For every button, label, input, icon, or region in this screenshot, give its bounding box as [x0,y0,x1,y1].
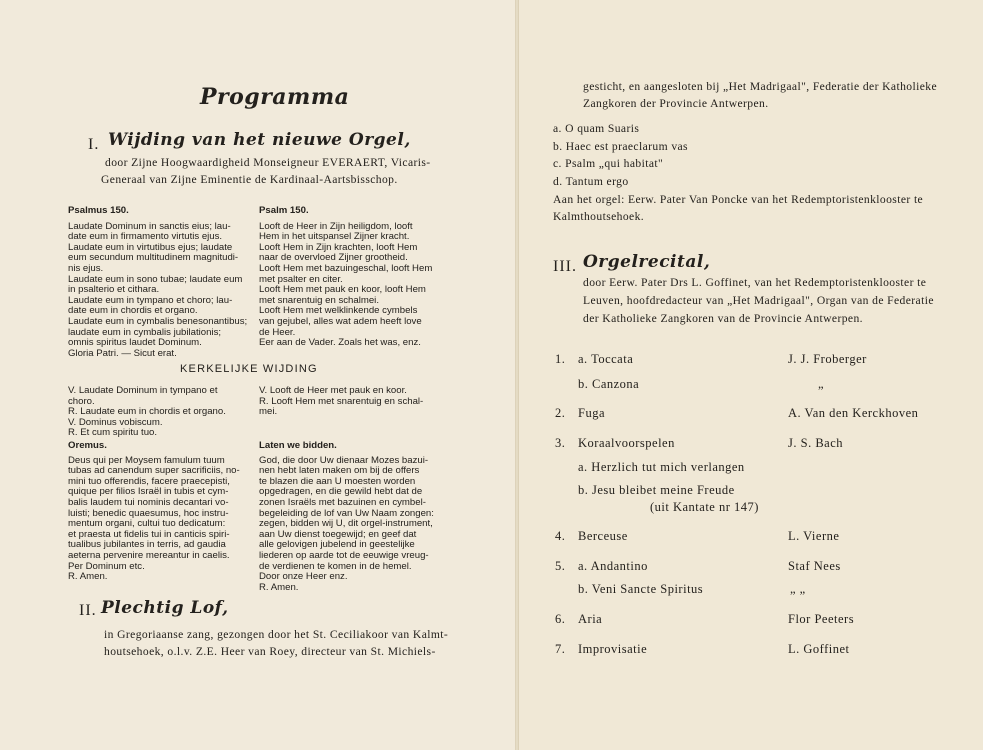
section-1-byline [101,154,485,188]
oremus-title: Oremus. [68,440,107,451]
psalm-latin-line: Gloria Patri. — Sicut erat. [68,347,177,359]
laten-title: Laten we bidden. [259,440,337,451]
byline-line: door Eerw. Pater Drs L. Goffinet, van het Redemptoristenklooster te [583,276,927,289]
section-3-byline [583,274,934,328]
program-piece: Koraalvoorspelen [578,436,675,450]
laten-line: zegen, bidden wij U, dit orgel-instrument, [259,518,433,530]
laten-line: aan Uw dienst toegewijd; en geef dat [259,528,417,540]
psalm-dutch-line: met psalter en citer. [259,273,343,285]
psalm-dutch-line: Looft Hem met welklinkende cymbels [259,305,418,317]
psalm-latin-title: Psalmus 150. [68,205,129,216]
text-line: in Gregoriaanse zang, gezongen door het St. Ceciliakoor van Kalmt- [104,628,449,641]
lof-item: b. Haec est praeclarum vas [553,139,688,153]
psalm-latin-line: Laudate eum in virtutibus ejus; laudate [68,241,233,253]
section-2-text-left [104,626,448,660]
program-piece: Aria [578,612,603,626]
program-piece: Improvisatie [578,642,648,656]
versicle-line: R. Laudate eum in chordis et organo. [68,406,226,418]
program-piece: Fuga [578,406,605,420]
psalm-dutch-line: Looft de Heer in Zijn heiligdom, looft [259,220,413,232]
psalm-dutch-line: van gejubel, alles wat adem heeft love [259,315,422,327]
versicle-line: choro. [68,395,95,407]
section-3-number: III. [553,258,577,275]
program-piece: Berceuse [578,529,628,543]
psalm-latin-line: in psalterio et cithara. [68,284,160,296]
psalm-latin-line: laudate eum in cymbalis jubilationis; [68,326,222,338]
program-composer: J. J. Froberger [788,352,867,366]
section-2-heading: Plechtig Lof, [101,598,229,618]
program-number: 5. [555,559,566,573]
program-composer: Flor Peeters [788,612,855,626]
program-composer: L. Goffinet [788,642,850,656]
program-piece: a. Herzlich tut mich verlangen [578,460,745,474]
versicles-dutch [259,386,469,418]
section-1-number: I. [88,136,100,153]
laten-line: God, die door Uw dienaar Mozes bazui- [259,454,429,466]
program-number: 2. [555,406,566,420]
program-composer: A. Van den Kerckhoven [788,406,919,420]
program-composer: Staf Nees [788,559,841,573]
psalm-latin-line: Laudate eum in tympano et choro; lau- [68,294,233,306]
laten-line: zonen Israëls met bazuinen en cymbel- [259,496,426,508]
lof-item: d. Tantum ergo [553,175,629,189]
lof-item: c. Psalm „qui habitat" [553,157,664,171]
psalm-latin-line: eum secundum multitudinem magnitudi- [68,252,239,264]
laten-line: de verdienen te komen in de hemel. [259,560,412,572]
psalm-dutch-line: Hem in het uitspansel Zijner kracht. [259,231,410,243]
laten-line: te blazen die aan U moesten worden [259,475,416,487]
psalm-latin-line: Laudate eum in cymbalis benesonantibus; [68,315,248,327]
psalm-dutch-line: de Heer. [259,326,296,338]
laten-line: nen hebt laten maken om bij de offers [259,465,420,477]
oremus-block [68,441,254,583]
section-1-heading: Wijding van het nieuwe Orgel, [108,130,411,150]
program-piece: a. Andantino [578,559,648,573]
program-piece: b. Canzona [578,377,640,391]
organist-note [553,191,923,225]
psalm-dutch-line: naar de overvloed Zijner grootheid. [259,252,408,264]
oremus-line: R. Amen. [68,571,108,583]
program-composer: „ [818,377,825,391]
laten-line: R. Amen. [259,581,299,593]
versicle-line: R. Et cum spiritu tuo. [68,427,158,439]
versicle-line: R. Looft Hem met snarentuig en schal- [259,395,424,407]
program-number: 7. [555,642,566,656]
lof-items [553,120,688,191]
oremus-line: et praesta ut fidelis tui in canticis spiri- [68,528,230,540]
page-title: Programma [200,84,350,110]
psalm-latin-line: Laudate eum in sono tubae; laudate eum [68,273,243,285]
program-number: 1. [555,352,566,366]
oremus-line: Deus qui per Moysem famulum tuum [68,454,225,466]
section-2-text-right [583,78,937,112]
psalm-dutch-text [259,222,469,349]
laten-line: Door onze Heer enz. [259,571,348,583]
oremus-line: tualibus jubilantes in terris, ad gaudia [68,539,226,551]
text-line: Aan het orgel: Eerw. Pater Van Poncke van het Redemptoristenklooster te [553,193,924,206]
right-page [517,0,983,750]
program-piece: b. Veni Sancte Spiritus [578,582,704,596]
versicle-line: mei. [259,406,278,418]
versicle-line: V. Looft de Heer met pauk en koor. [259,385,407,396]
oremus-text [68,456,254,583]
program-number: 3. [555,436,566,450]
text-line: Zangkoren der Provincie Antwerpen. [583,97,769,110]
versicle-line: V. Dominus vobiscum. [68,416,163,428]
oremus-line: aeterna pervenire mereantur in caelis. [68,549,230,561]
laten-line: begeleiding de lof van Uw Naam zongen: [259,507,434,519]
versicles-latin [68,386,258,439]
psalm-dutch-line: Looft Hem met pauk en koor, looft Hem [259,284,426,296]
oremus-line: mini tuo offerendis, facere praecepisti, [68,475,230,487]
laten-line: opgedragen, en die gewild hebt dat de [259,486,423,498]
psalm-dutch-block [259,206,469,349]
oremus-line: tubas ad canendum super sacrificiis, no- [68,465,240,477]
psalm-dutch-line: Eer aan de Vader. Zoals het was, enz. [259,337,421,349]
page-fold [515,0,519,750]
byline-line: der Katholieke Zangkoren van de Provincie Antwerpen. [583,312,863,325]
program-composer: L. Vierne [788,529,840,543]
lof-item: a. O quam Suaris [553,122,640,135]
text-line: Kalmthoutsehoek. [553,210,645,223]
oremus-line: quique per filios Israël in tubis et cym- [68,486,229,498]
program-composer: J. S. Bach [788,436,843,450]
oremus-line: mentum organi, cultui tuo dedicatum: [68,518,226,530]
laten-block [259,441,469,593]
program-number: 6. [555,612,566,626]
laten-line: alle gelovigen jubelend in geestelijke [259,539,415,551]
psalm-latin-line: nis ejus. [68,262,104,274]
program-piece: b. Jesu bleibet meine Freude [578,483,735,497]
program-number: 4. [555,529,566,543]
psalm-dutch-line: Looft Hem in Zijn krachten, looft Hem [259,241,418,253]
program-composer: „ „ [790,582,806,596]
program-piece: (uit Kantate nr 147) [650,500,759,514]
program-piece: a. Toccata [578,352,634,366]
text-line: houtsehoek, o.l.v. Z.E. Heer van Roey, directeur van St. Michiels- [104,645,436,658]
psalm-latin-line: date eum in chordis et organo. [68,305,198,317]
section-2-number: II. [79,602,97,619]
oremus-line: Per Dominum etc. [68,560,145,572]
psalm-dutch-line: Looft Hem met bazuingeschal, looft Hem [259,262,433,274]
psalm-latin-block [68,206,254,359]
byline-line: Generaal van Zijne Eminentie de Kardinaal-Aartsbisschop. [101,173,398,186]
oremus-line: luisti; benedic quaesumus, hoc instru- [68,507,229,519]
text-line: gesticht, en aangesloten bij „Het Madrigaal", Federatie der Katholieke [583,80,938,93]
kerkelijke-wijding-heading: KERKELIJKE WIJDING [180,363,318,375]
psalm-dutch-title: Psalm 150. [259,205,309,216]
byline-line: door Zijne Hoogwaardigheid Monseigneur EVERAERT, Vicaris- [105,156,431,169]
oremus-line: balis laudem tui nominis decantari vo- [68,496,229,508]
psalm-latin-line: date eum in firmamento virtutis ejus. [68,231,223,243]
psalm-latin-text [68,222,254,360]
section-3-heading: Orgelrecital, [583,252,711,272]
byline-line: Leuven, hoofdredacteur van „Het Madrigaal", Organ van de Federatie [583,294,934,307]
psalm-latin-line: Laudate Dominum in sanctis eius; lau- [68,220,231,232]
versicle-line: V. Laudate Dominum in tympano et [68,385,218,396]
laten-text [259,456,469,594]
psalm-latin-line: omnis spiritus laudet Dominum. [68,337,202,349]
laten-line: liederen op aarde tot de eeuwige vreug- [259,549,429,561]
psalm-dutch-line: met snarentuig en schalmei. [259,294,379,306]
